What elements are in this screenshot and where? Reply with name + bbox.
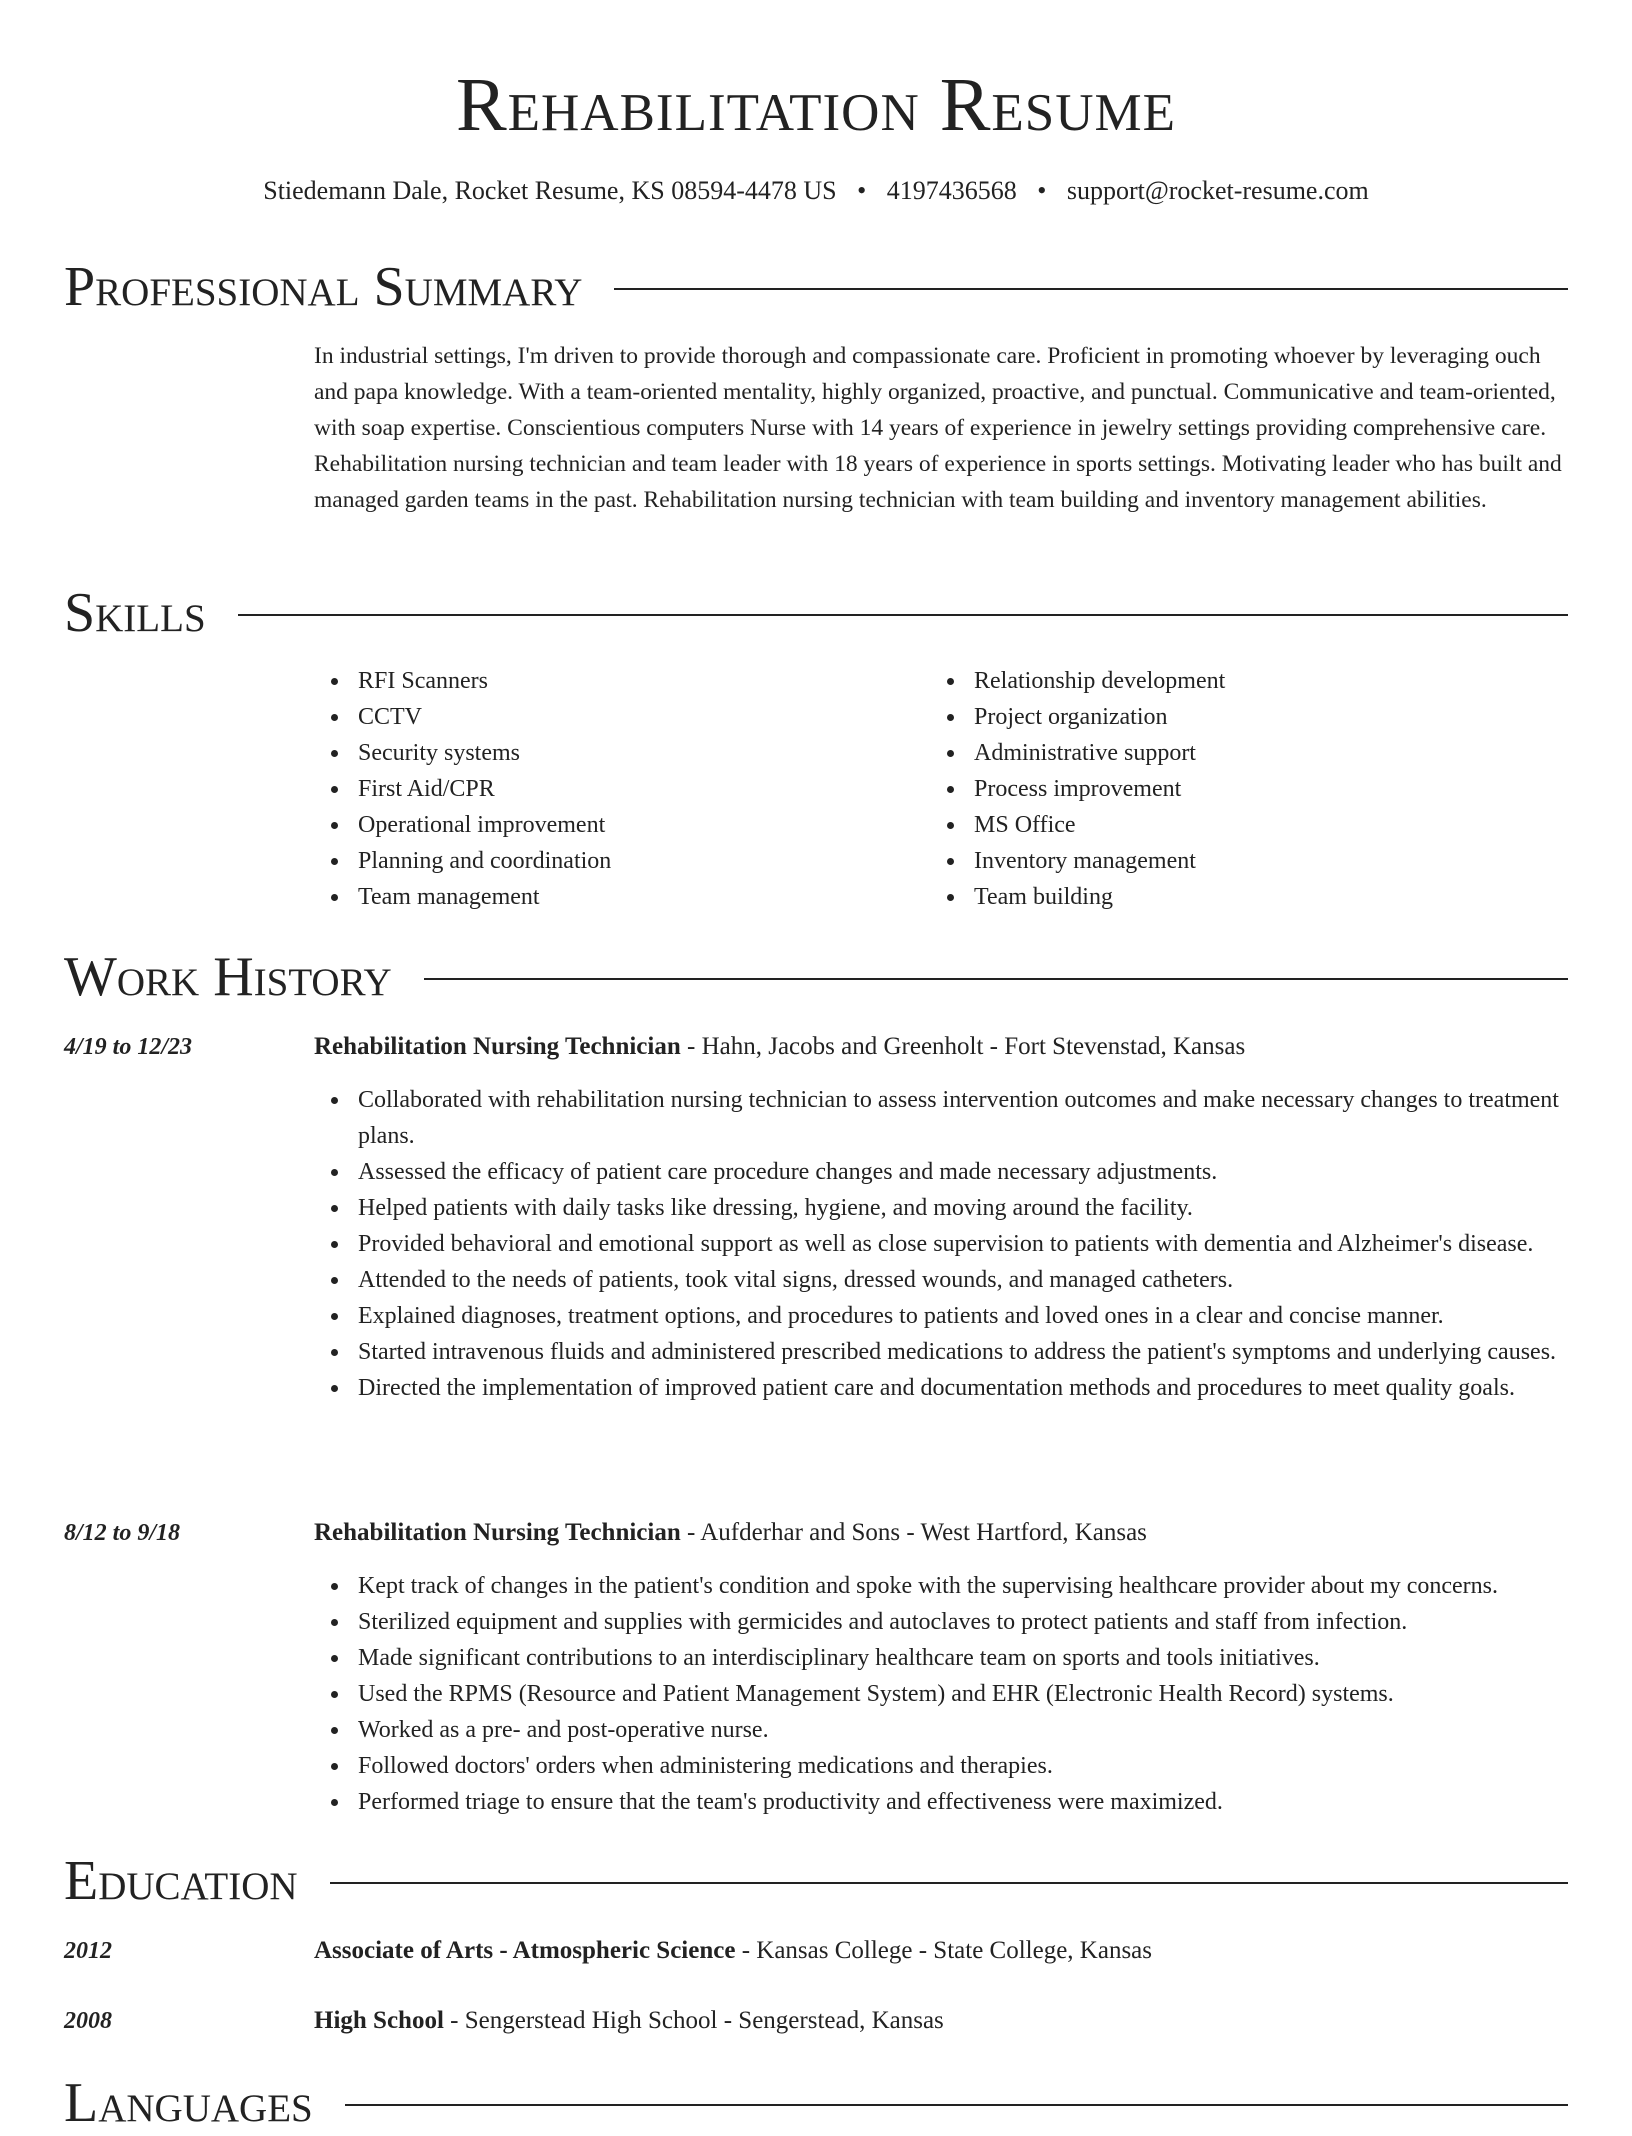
contact-email: support@rocket-resume.com bbox=[1066, 176, 1369, 205]
section-title-work: Work History bbox=[64, 946, 392, 1008]
job-heading bbox=[314, 1029, 1568, 1065]
job-bullet: Provided behavioral and emotional support as well as close supervision to patients with dementia and Alzheimer's disease. bbox=[314, 1226, 1582, 1262]
job-bullet: Kept track of changes in the patient's condition and spoke with the supervising healthcare provider about my concerns. bbox=[314, 1568, 1582, 1604]
education-heading bbox=[314, 1933, 1568, 1969]
job-bullet: Helped patients with daily tasks like dressing, hygiene, and moving around the facility. bbox=[314, 1190, 1582, 1226]
skill-item: Process improvement bbox=[930, 771, 1530, 807]
skill-item: Project organization bbox=[930, 699, 1530, 735]
job-bullet: Worked as a pre- and post-operative nurse. bbox=[314, 1712, 1582, 1748]
section-header-education bbox=[64, 1848, 1568, 1914]
job-bullets bbox=[314, 1082, 1582, 1406]
section-header-summary bbox=[64, 254, 1568, 320]
contact-separator: • bbox=[1037, 176, 1047, 205]
job-details: - Aufderhar and Sons - West Hartford, Kansas bbox=[680, 1519, 1147, 1546]
skill-item: Team building bbox=[930, 879, 1530, 915]
section-divider bbox=[424, 978, 1568, 980]
job-bullet: Followed doctors' orders when administering medications and therapies. bbox=[314, 1748, 1582, 1784]
skill-item: Team management bbox=[314, 879, 914, 915]
education-details: - Kansas College - State College, Kansas bbox=[735, 1937, 1153, 1964]
skill-item: CCTV bbox=[314, 699, 914, 735]
job-bullet: Used the RPMS (Resource and Patient Management System) and EHR (Electronic Health Record) systems. bbox=[314, 1676, 1582, 1712]
skill-item: Relationship development bbox=[930, 663, 1530, 699]
job-bullet: Attended to the needs of patients, took vital signs, dressed wounds, and managed catheters. bbox=[314, 1262, 1582, 1298]
skill-item: Operational improvement bbox=[314, 807, 914, 843]
job-title: Rehabilitation Nursing Technician bbox=[314, 1519, 681, 1546]
skill-item: Security systems bbox=[314, 735, 914, 771]
section-divider bbox=[330, 1882, 1568, 1884]
section-title-skills: Skills bbox=[64, 582, 206, 644]
education-degree: Associate of Arts - Atmospheric Science bbox=[314, 1937, 736, 1964]
job-bullet: Directed the implementation of improved patient care and documentation methods and procedures to meet quality goals. bbox=[314, 1370, 1582, 1406]
job-heading bbox=[314, 1515, 1568, 1551]
job-details: - Hahn, Jacobs and Greenholt - Fort Stevenstad, Kansas bbox=[680, 1033, 1246, 1060]
summary-text: In industrial settings, I'm driven to provide thorough and compassionate care. Proficient in promoting whoever by leveraging ouch and papa knowledge. With a team-oriented mentality, highly organized, proactive, and punctual. Communicative and team-oriented, with soap expertise. Conscientious computers Nurse with 14 years of experience in jewelry settings providing comprehensive care. Rehabilitation nursing technician and team leader with 18 years of experience in sports settings. Motivating leader who has built and managed garden teams in the past. Rehabilitation nursing technician with team building and inventory management abilities. bbox=[314, 343, 1562, 513]
job-title: Rehabilitation Nursing Technician bbox=[314, 1033, 681, 1060]
contact-address: Stiedemann Dale, Rocket Resume, KS 08594-4478 US bbox=[263, 176, 837, 205]
contact-separator: • bbox=[857, 176, 867, 205]
education-details: - Sengerstead High School - Sengerstead, Kansas bbox=[443, 2007, 944, 2034]
education-date: 2008 bbox=[64, 2008, 112, 2034]
education-heading bbox=[314, 2003, 1568, 2039]
job-date: 8/12 to 9/18 bbox=[64, 1520, 181, 1546]
education-date: 2012 bbox=[64, 1938, 112, 1964]
education-degree: High School bbox=[314, 2007, 444, 2034]
skill-item: First Aid/CPR bbox=[314, 771, 914, 807]
section-title-summary: Professional Summary bbox=[64, 256, 583, 318]
job-bullet: Performed triage to ensure that the team's productivity and effectiveness were maximized. bbox=[314, 1784, 1582, 1820]
job-bullet: Assessed the efficacy of patient care procedure changes and made necessary adjustments. bbox=[314, 1154, 1582, 1190]
section-header-skills bbox=[64, 580, 1568, 646]
section-divider bbox=[614, 288, 1568, 290]
skills-list-left bbox=[314, 663, 914, 915]
job-bullet: Collaborated with rehabilitation nursing technician to assess intervention outcomes and make necessary changes to treatment plans. bbox=[314, 1082, 1582, 1154]
section-divider bbox=[238, 614, 1568, 616]
job-bullet: Explained diagnoses, treatment options, and procedures to patients and loved ones in a clear and concise manner. bbox=[314, 1298, 1582, 1334]
contact-line bbox=[0, 174, 1632, 208]
section-title-languages: Languages bbox=[64, 2072, 313, 2134]
skill-item: RFI Scanners bbox=[314, 663, 914, 699]
skill-item: Planning and coordination bbox=[314, 843, 914, 879]
job-date: 4/19 to 12/23 bbox=[64, 1034, 193, 1060]
skill-item: Administrative support bbox=[930, 735, 1530, 771]
section-divider bbox=[345, 2104, 1568, 2106]
skills-list-right bbox=[930, 663, 1530, 915]
job-bullets bbox=[314, 1568, 1582, 1820]
job-bullet: Started intravenous fluids and administered prescribed medications to address the patient's symptoms and underlying causes. bbox=[314, 1334, 1582, 1370]
job-bullet: Sterilized equipment and supplies with germicides and autoclaves to protect patients and staff from infection. bbox=[314, 1604, 1582, 1640]
resume-title: Rehabilitation Resume bbox=[455, 63, 1177, 147]
section-title-education: Education bbox=[64, 1850, 298, 1912]
skill-item: Inventory management bbox=[930, 843, 1530, 879]
section-header-languages bbox=[64, 2070, 1568, 2136]
contact-phone: 4197436568 bbox=[886, 176, 1017, 205]
skill-item: MS Office bbox=[930, 807, 1530, 843]
job-bullet: Made significant contributions to an interdisciplinary healthcare team on sports and tools initiatives. bbox=[314, 1640, 1582, 1676]
section-header-work bbox=[64, 944, 1568, 1010]
